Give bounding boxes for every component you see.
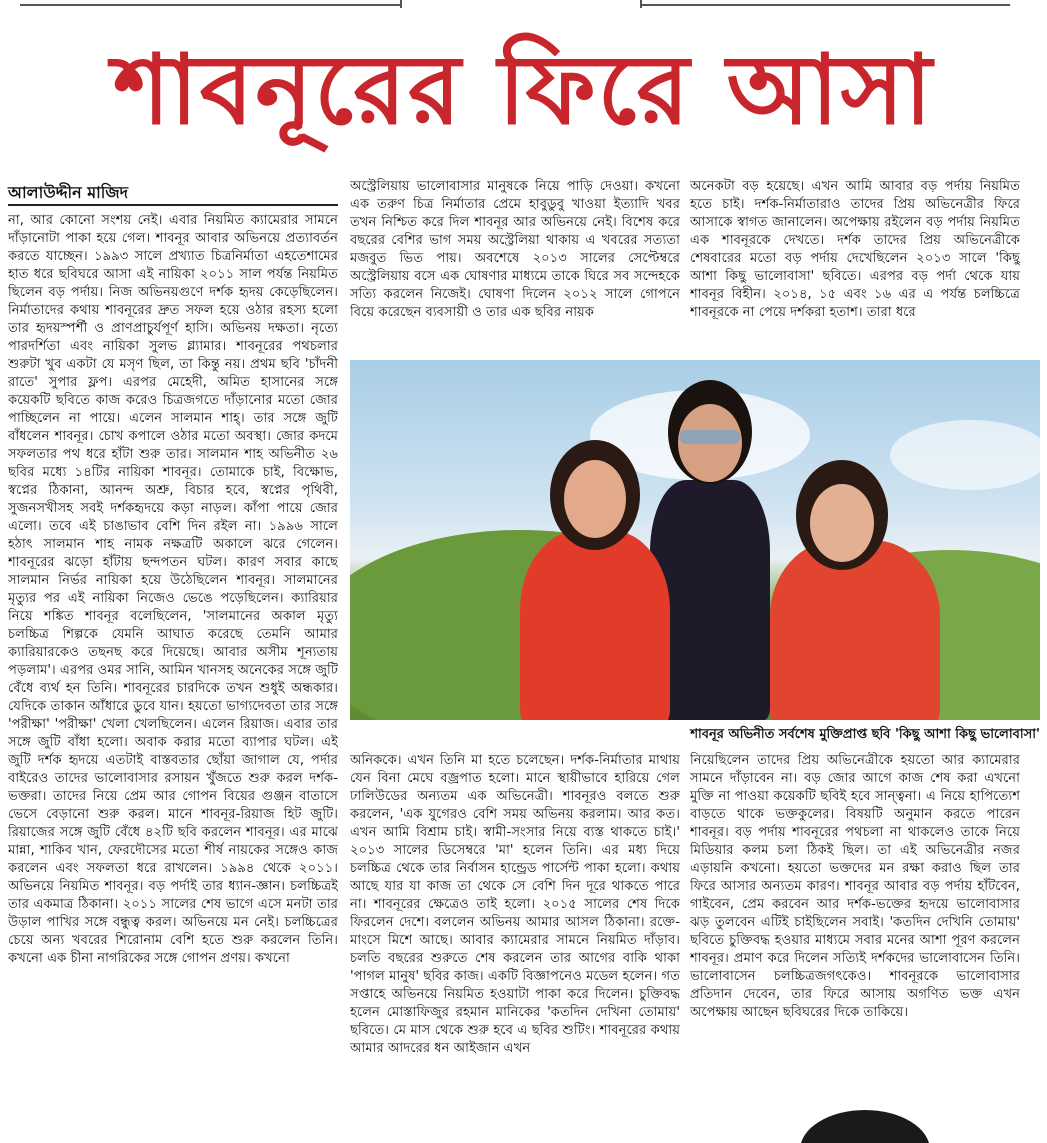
byline-rule [8, 204, 338, 206]
photo-woman-left-dress [520, 530, 670, 720]
article-photo [350, 360, 1040, 720]
photo-woman-right-face [810, 484, 874, 562]
article-byline: আলাউদ্দীন মাজিদ [8, 183, 129, 202]
frame-tick-left [400, 0, 402, 8]
article-column-2 [350, 178, 680, 348]
column-3-text: অনেকটা বড় হয়েছে। এখন আমি আবার বড় পর্দায় নিয়মিত হতে চাই। দর্শক-নির্মাতারাও তাদের প্রিয় অভিনেত্রীর ফিরে আসাকে স্বাগত জানালেন। অপেক্ষায় রইলেন বড় পর্দায় নিয়মিত এক শাবনূরকে দেখতে। দর্শক তাদের প্রিয় অভিনেত্রীকে শেষবারের মতো বড় পর্দায় দেখেছিলেন ২০১৩ সালে 'কিছু আশা কিছু ভালোবাসা' ছবিতে। এরপর বড় পর্দা থেকে যায় শাবনূর বিহীন। ২০১৪, ১৫ এবং ১৬ এর এ পর্যন্ত চলচ্চিত্রে শাবনূরকে না পেয়ে দর্শকরা হতাশ। তারা ধরে [690, 179, 1020, 320]
frame-line-left [20, 4, 400, 6]
photo-caption: শাবনূর অভিনীত সর্বশেষ মুক্তিপ্রাপ্ত ছবি 'কিছু আশা কিছু ভালোবাসা' [690, 727, 1040, 742]
article-column-1 [8, 212, 338, 1140]
photo-woman-left-face [564, 460, 626, 538]
column-5-text: নিয়েছিলেন তাদের প্রিয় অভিনেত্রীকে হয়তো আর ক্যামেরার সামনে দাঁড়াবেন না। বড় জোর আগে কাজ শেষ করা এখনো মুক্তি না পাওয়া কয়েকটি ছবিই হবে সান্ত্বনা। এ নিয়ে হাপিত্যেশ বাড়তে থাকে ভক্তকুলের। বিষয়টি অনুমান করতে পারেন শাবনূর। বড় পর্দায় শাবনূরের পথচলা না থাকলেও তাকে নিয়ে মিডিয়ার কলম চলা ঠিকই ছিল। তা এই অভিনেত্রীর নজর এড়ায়নি কখনো। হয়তো ভক্তদের মন রক্ষা করাও ছিল তার ফিরে আসার অন্যতম কারণ। শাবনূর আবার বড় পর্দায় হাঁটবেন, গাইবেন, প্রেম করবেন আর দর্শক-ভক্তের হৃদয়ে ভালোবাসার ঝড় তুলবেন এটিই চাইছিলেন সবাই। 'কতদিন দেখিনি তোমায়' ছবিতে চুক্তিবদ্ধ হওয়ার মাধ্যমে সবার মনের আশা পূরণ করলেন শাবনূর। প্রমাণ করে দিলেন সত্যিই দর্শকদের ভালোবাসেন তিনি। ভালোবাসেন চলচ্চিত্রজগৎকেও। শাবনূরকে ভালোবাসার প্রতিদান দেবেন, তার ফিরে আসায় অগণিত ভক্ত এখন অপেক্ষায় আছেন ছবিঘরের দিকে তাকিয়ে। [690, 753, 1020, 1020]
article-column-5 [690, 752, 1020, 1140]
frame-line-right [640, 4, 1010, 6]
column-4-text: অনিককে। এখন তিনি মা হতে চলেছেন। দর্শক-নির্মাতার মাথায় যেন বিনা মেঘে বজ্রপাত হলো। মানে স্থায়ীভাবে হারিয়ে গেল ঢালিউডের অন্যতম এক অভিনেত্রী। শাবনূরও বলতে শুরু করলেন, 'এক যুগেরও বেশি সময় অভিনয় করলাম। আর কত। এখন আমি বিশ্রাম চাই। স্বামী-সংসার নিয়ে ব্যস্ত থাকতে চাই।' ২০১৩ সালের ডিসেম্বরে 'মা' হলেন তিনি। এর মধ্য দিয়ে চলচ্চিত্র থেকে তার নির্বাসন হান্ড্রেড পার্সেন্ট পাকা হলো। কথায় আছে যার যা কাজ তা থেকে সে বেশি দিন দূরে থাকতে পারে না। শাবনূরের ক্ষেত্রেও তাই হলো। ২০১৫ সালের শেষ দিকে ফিরলেন দেশে। বললেন অভিনয় আমার আসল ঠিকানা। রক্তে-মাংসে মিশে আছে। আবার ক্যামেরার সামনে নিয়মিত দাঁড়াব। চলতি বছরের শুরুতে শেষ করলেন তার আগের বাকি থাকা 'পাগল মানুষ' ছবির কাজ। একটি বিজ্ঞাপনেও মডেল হলেন। গত সপ্তাহে অভিনয়ে নিয়মিত হওয়াটা পাকা করে দিলেন। চুক্তিবদ্ধ হলেন মোস্তাফিজুর রহমান মানিকের 'কতদিন দেখিনা তোমায়' ছবিতে। মে মাস থেকে শুরু হবে এ ছবির শুটিং। শাবনূরের কথায় আমার আদরের ধন আইজান এখন [350, 753, 680, 1056]
article-column-4 [350, 752, 680, 1140]
column-1-text: না, আর কোনো সংশয় নেই। এবার নিয়মিত ক্যামেরার সামনে দাঁড়ানোটা পাকা হয়ে গেল। শাবনূর আবার অভিনয়ে প্রত্যাবর্তন করতে যাচ্ছেন। ১৯৯৩ সালে প্রখ্যাত চিত্রনির্মাতা এহতেশামের হাত ধরে ছবিঘরে আসা এই নায়িকা ২০১১ সাল পর্যন্ত নিয়মিত ছিলেন বড় পর্দায়। নিজ অভিনয়গুণে দর্শক হৃদয় কেড়েছিলেন। নির্মাতাদের কথায় শাবনূরের দ্রুত সফল হয়ে ওঠার রহস্য হলো তার হৃদয়স্পর্শী ও প্রাণপ্রাচুর্যপূর্ণ হাসি। অভিনয় দক্ষতা। নৃত্যে পারদর্শিতা এবং নায়িকা সুলভ গ্ল্যামার। শাবনূরের পথচলার শুরুটা খুব একটা যে মসৃণ ছিল, তা কিন্তু নয়। প্রথম ছবি 'চাঁদনী রাতে' সুপার ফ্লপ। এরপর মেহেদী, অমিত হাসানের সঙ্গে কয়েকটি ছবিতে কাজ করেও চিত্রজগতে দাঁড়ানোর মতো জোর পাচ্ছিলেন না পায়ে। এলেন সালমান শাহ্। তার সঙ্গে জুটি বাঁধলেন শাবনূর। চোখ কপালে ওঠার মতো অবস্থা। জোর কদমে সফলতার পথ ধরে হাঁটা শুরু তার। সালমান শাহ অভিনীত ২৬ ছবির মধ্যে ১৪টির নায়িকা শাবনূর। তোমাকে চাই, বিক্ষোভ, স্বপ্নের ঠিকানা, আনন্দ অশ্রু, বিচার হবে, স্বপ্নের পৃথিবী, সুজনসখীসহ সবই দর্শকহৃদয়ে কড়া নাড়ল। কাঁপা পায়ে জোর এলো। তবে এই চাঙাভাব বেশি দিন রইল না। ১৯৯৬ সালে হঠাৎ সালমান শাহ নামক নক্ষত্রটি অকালে ঝরে গেলেন। শাবনূরের ঝড়ো হাঁটায় ছন্দপতন ঘটল। কারণ সবার কাছে সালমান নির্ভর নায়িকা হয়ে উঠেছিলেন শাবনূর। সালমানের মৃত্যুর পর এই নায়িকা নিজেও ভেঙে পড়েছিলেন। ক্যারিয়ার নিয়ে শঙ্কিত শাবনূর বলেছিলেন, 'সালমানের অকাল মৃত্যু চলচ্চিত্র শিল্পকে যেমনি আঘাত করেছে তেমনি আমার ক্যারিয়ারকেও তছনছ করে দিয়েছে। আবার অসীম শূন্যতায় পড়লাম'। এরপর ওমর সানি, আমিন খানসহ অনেকের সঙ্গে জুটি বেঁধে ব্যর্থ হন তিনি। শাবনূরের চারদিকে তখন শুধুই অন্ধকার। যেদিকে তাকান আঁধারে ডুবে যান। হয়তো ভাগ্যদেবতা তার সঙ্গে 'পরীক্ষা' 'পরীক্ষা' খেলা খেলছিলেন। এলেন রিয়াজ। এবার তার সঙ্গে জুটি বাঁধা হলো। অবাক করার মতো ব্যাপার ঘটল। এই জুটি দর্শক হৃদয়ে এতটাই বাস্তবতার ছোঁয়া জাগাল যে, পর্দার বাইরেও তাদের ভালোবাসার রসায়ন খুঁজতে শুরু করল দর্শক-ভক্তরা। তাদের নিয়ে প্রেম আর গোপন বিয়ের গুঞ্জন বাতাসে ভেসে বেড়ানো শুরু করল। মানে শাবনূর-রিয়াজ হিট জুটি। রিয়াজের সঙ্গে জুটি বেঁধে ৪২টি ছবি করলেন শাবনূর। এর মাঝে মান্না, শাকিব খান, ফেরদৌসের মতো শীর্ষ নায়কের সঙ্গেও কাজ করলেন এবং সফলতা ধরে রাখলেন। ১৯৯৪ থেকে ২০১১। অভিনয়ে নিয়মিত শাবনূর। বড় পর্দাই তার ধ্যান-জ্ঞান। চলচ্চিত্রই তার একমাত্র ঠিকানা। ২০১১ সালের শেষ ভাগে এসে মনটা তার উড়াল পাখির সঙ্গে বন্ধুত্ব করল। অভিনয়ে মন নেই। চলচ্চিত্রের চেয়ে অন্য খবরের শিরোনাম বেশি হতে শুরু করলেন তিনি। কখনো এক চীনা নাগরিকের সঙ্গে গোপন প্রণয়। কখনো [8, 213, 338, 966]
top-frame-lines [0, 0, 1047, 14]
column-2-text: অস্ট্রেলিয়ায় ভালোবাসার মানুষকে নিয়ে পাড়ি দেওয়া। কখনো এক তরুণ চিত্র নির্মাতার প্রেমে হাবুডুবু খাওয়া ইত্যাদি খবর তখন নিশ্চিত করে দিল শাবনূর আর অভিনয়ে নেই। বিশেষ করে বছরের বেশির ভাগ সময় অস্ট্রেলিয়া থাকায় এ খবরের সত্যতা মজবুত ভিত পায়। অবশেষে ২০১৩ সালের সেপ্টেম্বরে অস্ট্রেলিয়ায় বসে এক ঘোষণার মাধ্যমে তাকে ঘিরে সব সন্দেহকে সত্যি করলেন নিজেই। ঘোষণা দিলেন ২০১২ সালে গোপনে বিয়ে করেছেন ব্যবসায়ী ও তার এক ছবির নায়ক [350, 179, 680, 320]
photo-sunglasses [680, 430, 740, 444]
photo-cloud-small [890, 420, 1040, 490]
article-headline: শাবনূরের ফিরে আসা [113, 33, 934, 146]
article-column-3 [690, 178, 1020, 348]
